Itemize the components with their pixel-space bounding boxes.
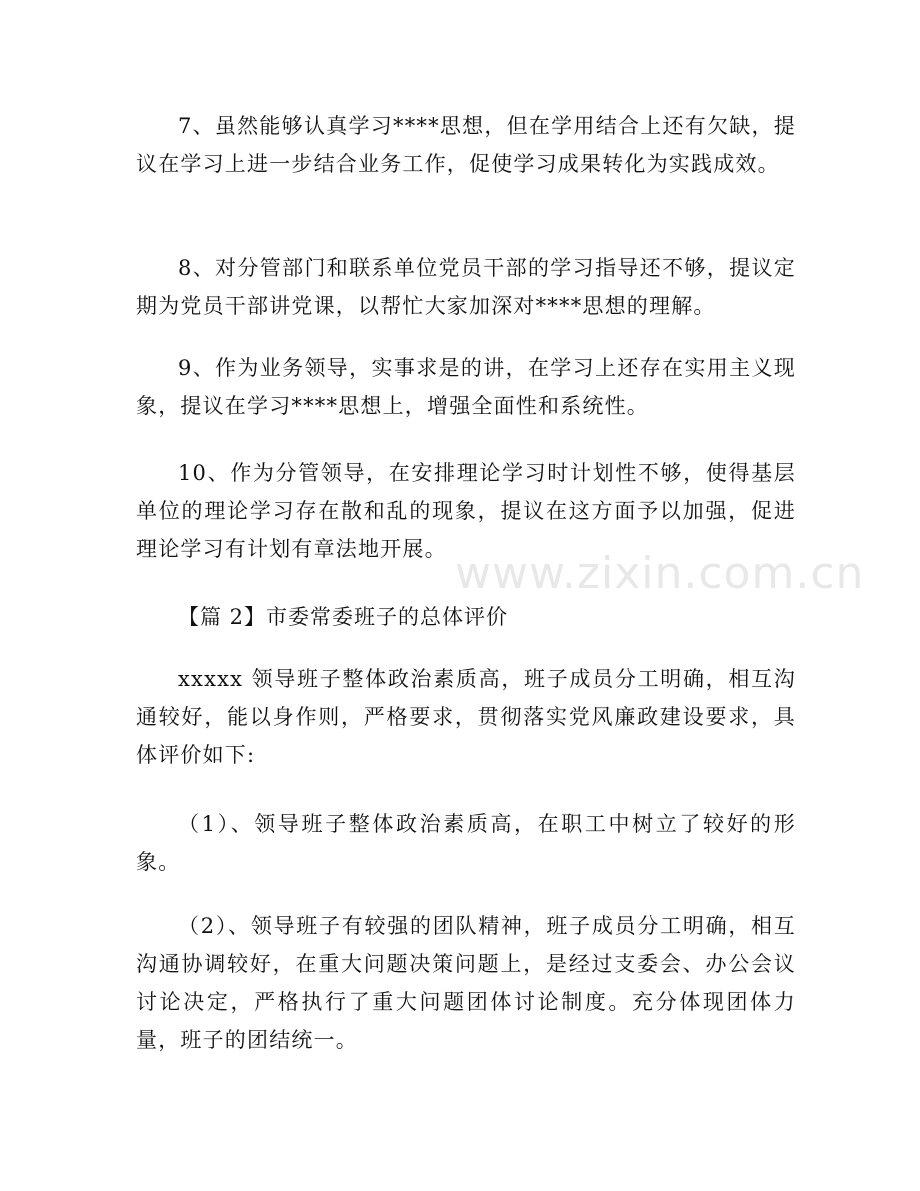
paragraph-7: 7、虽然能够认真学习****思想，但在学用结合上还有欠缺，提议在学习上进一步结合业务工作，促使学习成果转化为实践成效。 xyxy=(136,114,796,176)
section-heading: 【篇 2】市委常委班子的总体评价 xyxy=(178,605,509,629)
paragraph-10: 10、作为分管领导，在安排理论学习时计划性不够，使得基层单位的理论学习存在散和乱的现象，提议在这方面予以加强，促进理论学习有计划有章法地开展。 xyxy=(136,461,796,561)
watermark-text: www.zixin.com.cn xyxy=(455,548,865,599)
section-intro-paragraph: xxxxx 领导班子整体政治素质高，班子成员分工明确，相互沟通较好，能以身作则，严格要求，贯彻落实党风廉政建设要求，具体评价如下: xyxy=(136,667,796,767)
evaluation-item-1: （1）、领导班子整体政治素质高，在职工中树立了较好的形象。 xyxy=(136,812,796,874)
paragraph-8: 8、对分管部门和联系单位党员干部的学习指导还不够，提议定期为党员干部讲党课，以帮忙大家加深对****思想的理解。 xyxy=(136,256,796,318)
evaluation-item-2: （2）、领导班子有较强的团队精神，班子成员分工明确，相互沟通协调较好，在重大问题决策问题上，是经过支委会、办公会议讨论决定，严格执行了重大问题团体讨论制度。充分体现团体力量，班子的团结统一。 xyxy=(136,914,796,1052)
paragraph-9: 9、作为业务领导，实事求是的讲，在学习上还存在实用主义现象，提议在学习****思想上，增强全面性和系统性。 xyxy=(136,356,796,418)
